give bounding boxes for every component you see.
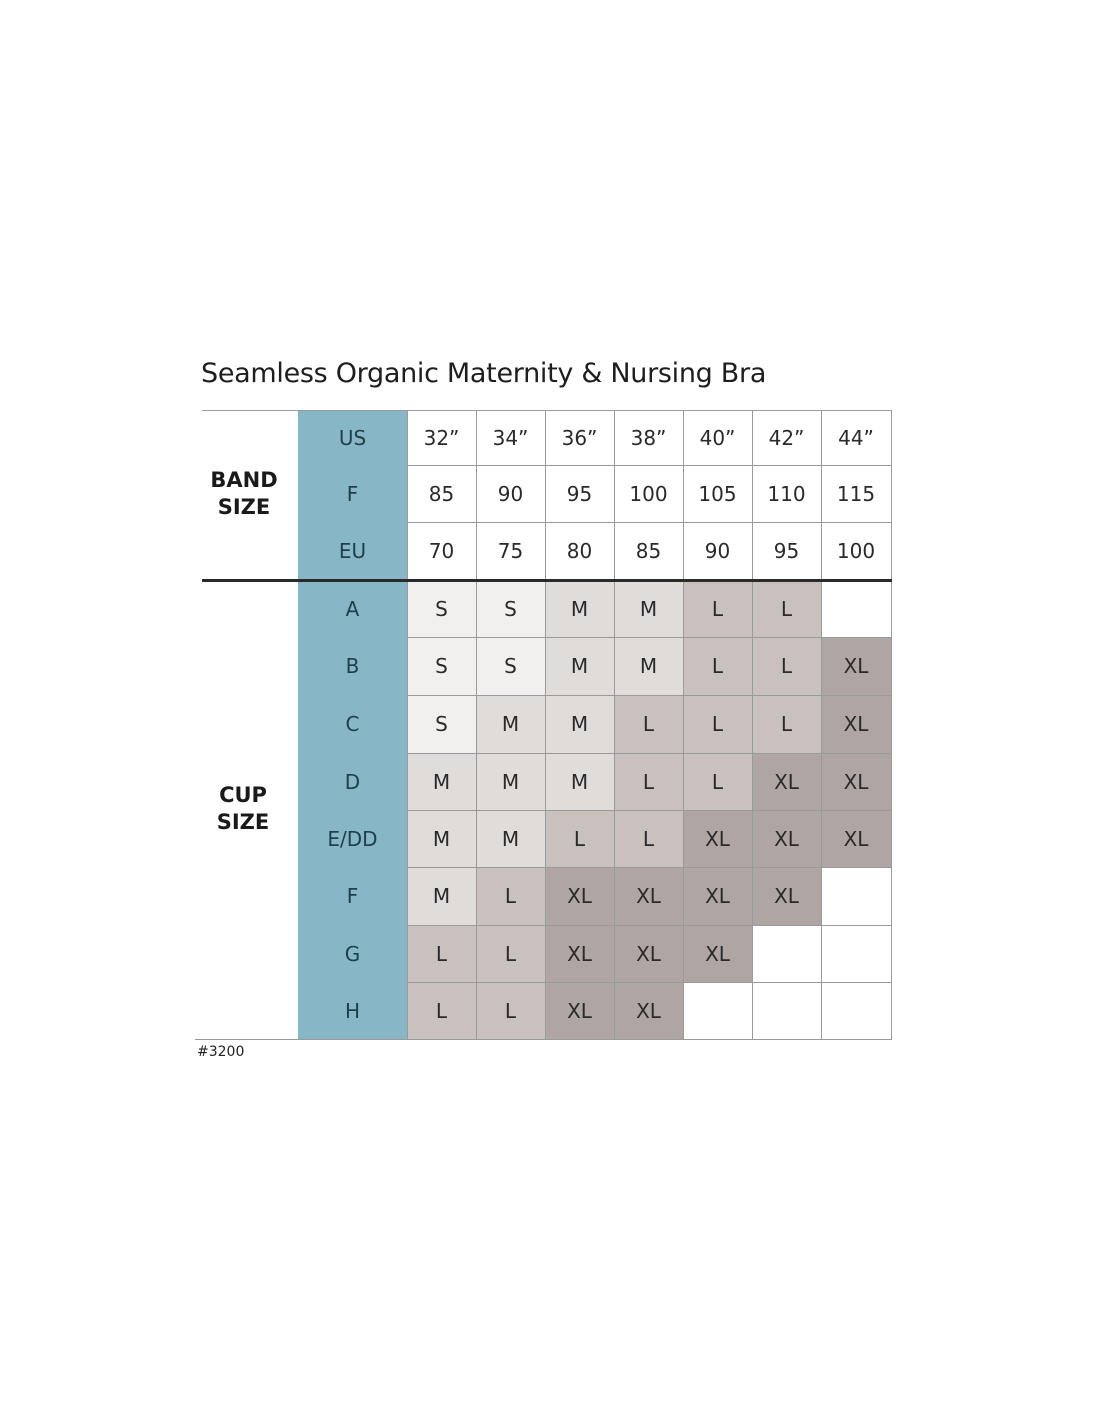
style-number: #3200 (197, 1044, 245, 1060)
size-cell: M (407, 810, 476, 867)
size-cell: XL (821, 810, 891, 867)
cup-row-label: D (298, 753, 407, 810)
size-cell: L (683, 637, 752, 695)
size-cell: XL (683, 810, 752, 867)
size-cell: XL (614, 982, 683, 1039)
band-size-cell: 100 (614, 465, 683, 522)
cup-row-label: B (298, 637, 407, 695)
size-cell: L (476, 867, 545, 925)
band-size-label (189, 467, 299, 521)
size-cell: XL (614, 867, 683, 925)
column-divider (891, 410, 892, 1039)
size-cell: L (614, 695, 683, 753)
size-cell: S (407, 637, 476, 695)
size-cell: L (545, 810, 614, 867)
row-divider (407, 522, 892, 523)
size-cell: S (476, 580, 545, 637)
size-cell: XL (683, 867, 752, 925)
band-size-cell: 70 (407, 522, 476, 580)
size-cell: M (545, 695, 614, 753)
size-cell: L (407, 982, 476, 1039)
column-divider (476, 410, 477, 1039)
size-cell: M (476, 695, 545, 753)
band-size-cell: 38” (614, 410, 683, 465)
row-divider (407, 925, 892, 926)
size-cell: L (614, 810, 683, 867)
band-size-cell: 34” (476, 410, 545, 465)
band-row-label: EU (298, 522, 407, 580)
size-cell: M (545, 580, 614, 637)
band-size-cell: 42” (752, 410, 821, 465)
size-cell: L (476, 925, 545, 982)
size-cell: M (614, 637, 683, 695)
size-cell: M (545, 753, 614, 810)
size-cell: XL (821, 695, 891, 753)
size-cell: L (752, 637, 821, 695)
size-cell: XL (821, 753, 891, 810)
cup-row-label: F (298, 867, 407, 925)
band-size-cell: 90 (683, 522, 752, 580)
size-cell: XL (614, 925, 683, 982)
size-cell: M (407, 867, 476, 925)
band-size-cell: 105 (683, 465, 752, 522)
cup-size-label-line: SIZE (216, 810, 270, 834)
row-divider (202, 410, 892, 411)
size-cell: L (683, 695, 752, 753)
band-size-cell: 95 (752, 522, 821, 580)
size-cell (821, 867, 891, 925)
column-divider (614, 410, 615, 1039)
size-cell: XL (821, 637, 891, 695)
band-size-cell: 85 (614, 522, 683, 580)
row-divider (407, 867, 892, 868)
band-size-cell: 115 (821, 465, 891, 522)
band-row-label: US (298, 410, 407, 465)
band-size-label-line: SIZE (217, 495, 271, 519)
size-cell (752, 925, 821, 982)
size-cell: XL (683, 925, 752, 982)
size-cell: L (752, 695, 821, 753)
size-cell: XL (545, 867, 614, 925)
cup-row-label: E/DD (298, 810, 407, 867)
size-cell: M (476, 753, 545, 810)
chart-title: Seamless Organic Maternity & Nursing Bra (201, 358, 767, 389)
column-divider (821, 410, 822, 1039)
size-cell (752, 982, 821, 1039)
size-cell: L (407, 925, 476, 982)
size-cell: XL (545, 982, 614, 1039)
band-size-cell: 85 (407, 465, 476, 522)
row-divider (407, 465, 892, 466)
size-cell: L (614, 753, 683, 810)
band-size-cell: 95 (545, 465, 614, 522)
column-divider (545, 410, 546, 1039)
size-cell: XL (752, 753, 821, 810)
size-cell: S (407, 695, 476, 753)
row-divider (407, 637, 892, 638)
size-cell (821, 580, 891, 637)
size-cell: L (683, 580, 752, 637)
cup-row-label: A (298, 580, 407, 637)
size-cell (821, 982, 891, 1039)
size-cell: L (752, 580, 821, 637)
band-size-cell: 100 (821, 522, 891, 580)
band-size-cell: 32” (407, 410, 476, 465)
size-cell: M (614, 580, 683, 637)
size-cell: XL (752, 867, 821, 925)
band-size-cell: 36” (545, 410, 614, 465)
column-divider (407, 410, 408, 1039)
size-cell: L (683, 753, 752, 810)
column-divider (683, 410, 684, 1039)
band-size-cell: 80 (545, 522, 614, 580)
size-cell: S (407, 580, 476, 637)
cup-size-label (188, 782, 298, 836)
band-size-cell: 40” (683, 410, 752, 465)
row-divider (407, 982, 892, 983)
band-size-cell: 44” (821, 410, 891, 465)
section-divider (202, 579, 892, 582)
cup-size-label-line: CUP (219, 783, 267, 807)
row-divider (195, 1039, 892, 1040)
band-size-label-line: BAND (210, 468, 278, 492)
size-cell: L (476, 982, 545, 1039)
size-cell: XL (752, 810, 821, 867)
size-cell (821, 925, 891, 982)
band-size-cell: 75 (476, 522, 545, 580)
row-divider (407, 695, 892, 696)
cup-row-label: G (298, 925, 407, 982)
size-cell: S (476, 637, 545, 695)
size-cell (683, 982, 752, 1039)
size-cell: XL (545, 925, 614, 982)
band-size-cell: 90 (476, 465, 545, 522)
cup-row-label: H (298, 982, 407, 1039)
row-divider (407, 810, 892, 811)
row-divider (407, 753, 892, 754)
size-cell: M (545, 637, 614, 695)
size-cell: M (407, 753, 476, 810)
band-row-label: F (298, 465, 407, 522)
size-cell: M (476, 810, 545, 867)
cup-row-label: C (298, 695, 407, 753)
band-size-cell: 110 (752, 465, 821, 522)
column-divider (752, 410, 753, 1039)
